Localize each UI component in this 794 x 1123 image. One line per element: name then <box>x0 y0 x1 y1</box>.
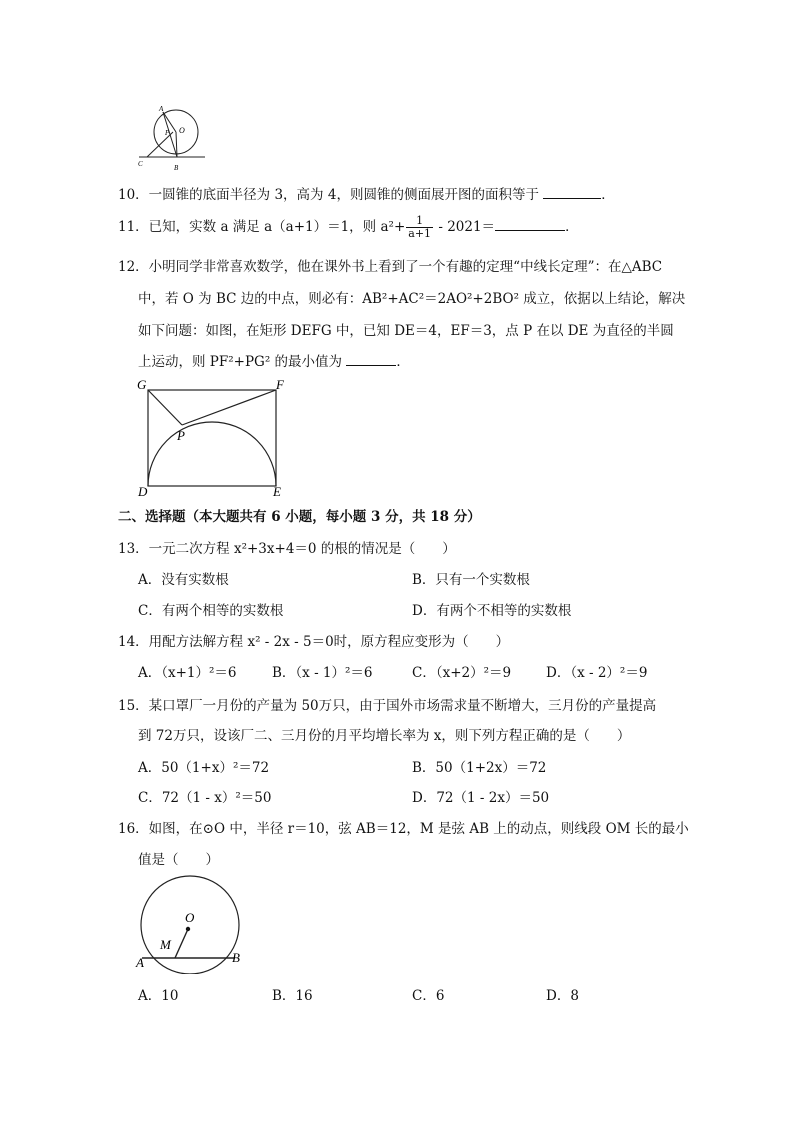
question-15-line1: 15．某口罩厂一月份的产量为 50万只，由于国外市场需求量不断增大，三月份的产量提高 <box>118 698 657 714</box>
q16-label-b: B <box>232 950 240 965</box>
q15-option-a[interactable]: A．50（1+x）²＝72 <box>138 760 270 776</box>
q13-option-b[interactable]: B．只有一个实数根 <box>412 572 530 588</box>
q16-option-d[interactable]: D．8 <box>546 988 579 1004</box>
q9-circle-figure <box>135 100 210 175</box>
q11-text: 11．已知，实数 a 满足 a（a+1）＝1，则 a²+ <box>118 219 406 235</box>
q13-option-c[interactable]: C．有两个相等的实数根 <box>138 603 284 619</box>
q10-answer-blank[interactable] <box>543 186 601 199</box>
q16-option-a[interactable]: A．10 <box>138 988 179 1004</box>
q16-option-c[interactable]: C．6 <box>412 988 445 1004</box>
question-10: 10．一圆锥的底面半径为 3，高为 4，则圆锥的侧面展开图的面积等于 ． <box>118 187 615 203</box>
q13-option-a[interactable]: A．没有实数根 <box>138 572 229 588</box>
q14-option-c[interactable]: C．（x+2）²＝9 <box>412 665 512 681</box>
question-15-line2: 到 72万只，设该厂二、三月份的月平均增长率为 x，则下列方程正确的是（ ） <box>138 728 631 744</box>
question-12-line3: 如下问题：如图，在矩形 DEFG 中，已知 DE＝4，EF＝3，点 P 在以 DE 为直径的半圆 <box>138 323 674 339</box>
question-12-line1: 12．小明同学非常喜欢数学，他在课外书上看到了一个有趣的定理“中线长定理”：在△ABC <box>118 259 663 275</box>
fig9-label-o: O <box>179 126 185 135</box>
q14-option-b[interactable]: B．（x - 1）²＝6 <box>272 665 373 681</box>
q12-label-p: P <box>177 428 185 443</box>
fig9-label-b: B <box>174 164 179 172</box>
q16-label-m: M <box>160 937 171 952</box>
q16-circle-chord-figure <box>132 874 252 974</box>
question-16-line1: 16．如图，在⊙O 中，半径 r＝10，弦 AB＝12，M 是弦 AB 上的动点，则线段 OM 长的最小 <box>118 821 689 837</box>
question-11: 11．已知，实数 a 满足 a（a+1）＝1，则 a²+ $\frac{1}{a+1}$ - 2021＝ ． <box>118 214 579 240</box>
q12-label-f: F <box>276 377 284 392</box>
fig9-label-c: C <box>138 160 143 168</box>
question-16-line2: 值是（ ） <box>138 852 219 868</box>
q16-label-o: O <box>185 910 195 925</box>
fig9-label-p: P <box>165 129 170 137</box>
q15-option-b[interactable]: B．50（1+2x）＝72 <box>412 760 547 776</box>
q12-label-g: G <box>137 377 147 392</box>
question-14: 14．用配方法解方程 x² - 2x - 5＝0时，原方程应变形为（ ） <box>118 634 510 650</box>
q14-option-d[interactable]: D．（x - 2）²＝9 <box>546 665 648 681</box>
q12-label-d: D <box>138 484 148 499</box>
question-12-line2: 中，若 O 为 BC 边的中点，则必有：AB²+AC²＝2AO²+2BO² 成立，依据以上结论，解决 <box>138 291 686 307</box>
question-12-line4: 上运动，则 PF²+PG² 的最小值为 ． <box>138 354 410 370</box>
q15-option-c[interactable]: C．72（1 - x）²＝50 <box>138 790 272 806</box>
q11-fraction: $\frac{1}{a+1}$ <box>408 214 432 240</box>
q13-option-d[interactable]: D．有两个不相等的实数根 <box>412 603 572 619</box>
q12-answer-blank[interactable] <box>346 353 396 366</box>
question-13: 13．一元二次方程 x²+3x+4＝0 的根的情况是（ ） <box>118 541 456 557</box>
q16-option-b[interactable]: B．16 <box>272 988 313 1004</box>
q16-label-a: A <box>136 955 144 970</box>
q10-text: 10．一圆锥的底面半径为 3，高为 4，则圆锥的侧面展开图的面积等于 <box>118 187 544 203</box>
q12-label-e: E <box>273 484 281 499</box>
q12-rectangle-semicircle-figure <box>135 376 295 501</box>
section-2-heading: 二、选择题（本大题共有 6 小题，每小题 3 分，共 18 分） <box>118 509 481 525</box>
q15-option-d[interactable]: D．72（1 - 2x）＝50 <box>412 790 550 806</box>
q11-answer-blank[interactable] <box>495 218 565 231</box>
fig9-label-a: A <box>159 105 164 113</box>
q14-option-a[interactable]: A．（x+1）²＝6 <box>138 665 237 681</box>
